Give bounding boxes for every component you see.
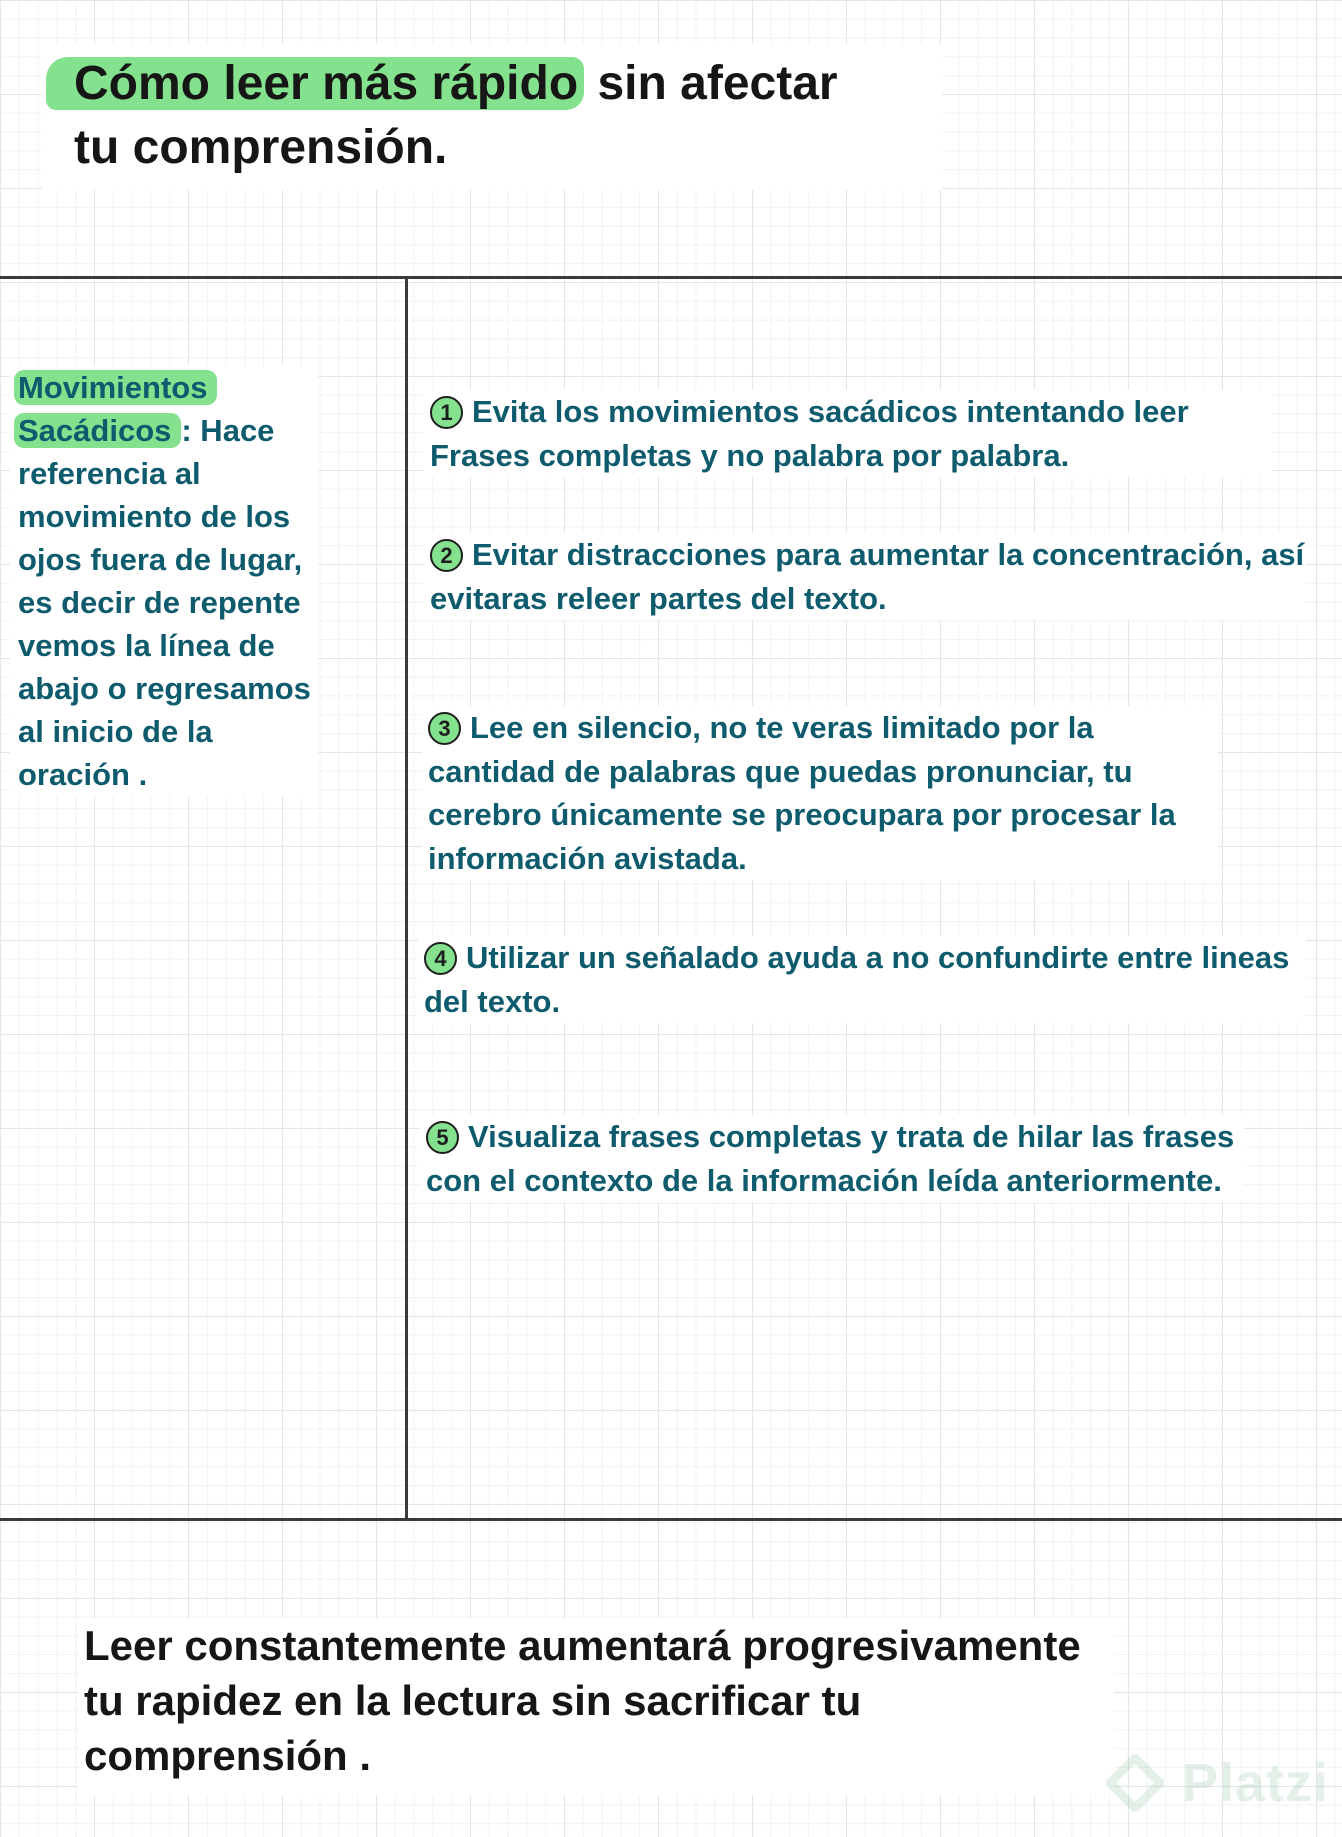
term-highlight: Movimientos — [14, 370, 217, 405]
step-text: Utilizar un señalado ayuda a no confundirte entre lineas del texto. — [424, 940, 1290, 1019]
step-3 — [422, 706, 1218, 880]
cue-column-note — [10, 366, 318, 796]
column-divider — [405, 278, 408, 1520]
step-5 — [420, 1115, 1244, 1202]
step-1 — [424, 390, 1272, 477]
step-text: Evitar distracciones para aumentar la concentración, así evitaras releer partes del texto. — [430, 537, 1305, 616]
bottom-divider — [0, 1518, 1342, 1521]
title-line2: tu comprensión. — [74, 121, 448, 174]
top-divider — [0, 276, 1342, 279]
summary-text: Leer constantemente aumentará progresivamente tu rapidez en la lectura sin sacrificar tu comprensión . — [78, 1618, 1114, 1795]
platzi-watermark — [1106, 1748, 1331, 1818]
term-definition: : Hace referencia al movimiento de los ojos fuera de lugar, es decir de repente vemos la línea de abajo o regresamos al inicio de la oración . — [18, 413, 311, 792]
page-title — [42, 44, 942, 190]
step-number-badge: 3 — [428, 712, 461, 745]
term-highlight: Sacádicos — [14, 413, 181, 448]
step-number-badge: 5 — [426, 1121, 459, 1154]
step-number-badge: 2 — [430, 539, 463, 572]
step-text: Visualiza frases completas y trata de hilar las frases con el contexto de la información leída anteriormente. — [426, 1119, 1235, 1198]
step-4 — [418, 936, 1306, 1023]
platzi-logo-icon — [1106, 1754, 1164, 1812]
step-text: Evita los movimientos sacádicos intentando leer Frases completas y no palabra por palabra. — [430, 394, 1189, 473]
step-2 — [424, 533, 1306, 620]
step-text: Lee en silencio, no te veras limitado por la cantidad de palabras que puedas pronunciar, tu cerebro únicamente se preocupara por procesar la información avistada. — [428, 710, 1176, 876]
step-number-badge: 4 — [424, 942, 457, 975]
title-rest: sin afectar — [584, 57, 838, 110]
step-number-badge: 1 — [430, 396, 463, 429]
title-highlight: Cómo leer más rápido — [46, 57, 584, 110]
watermark-text: Platzi — [1182, 1753, 1330, 1813]
